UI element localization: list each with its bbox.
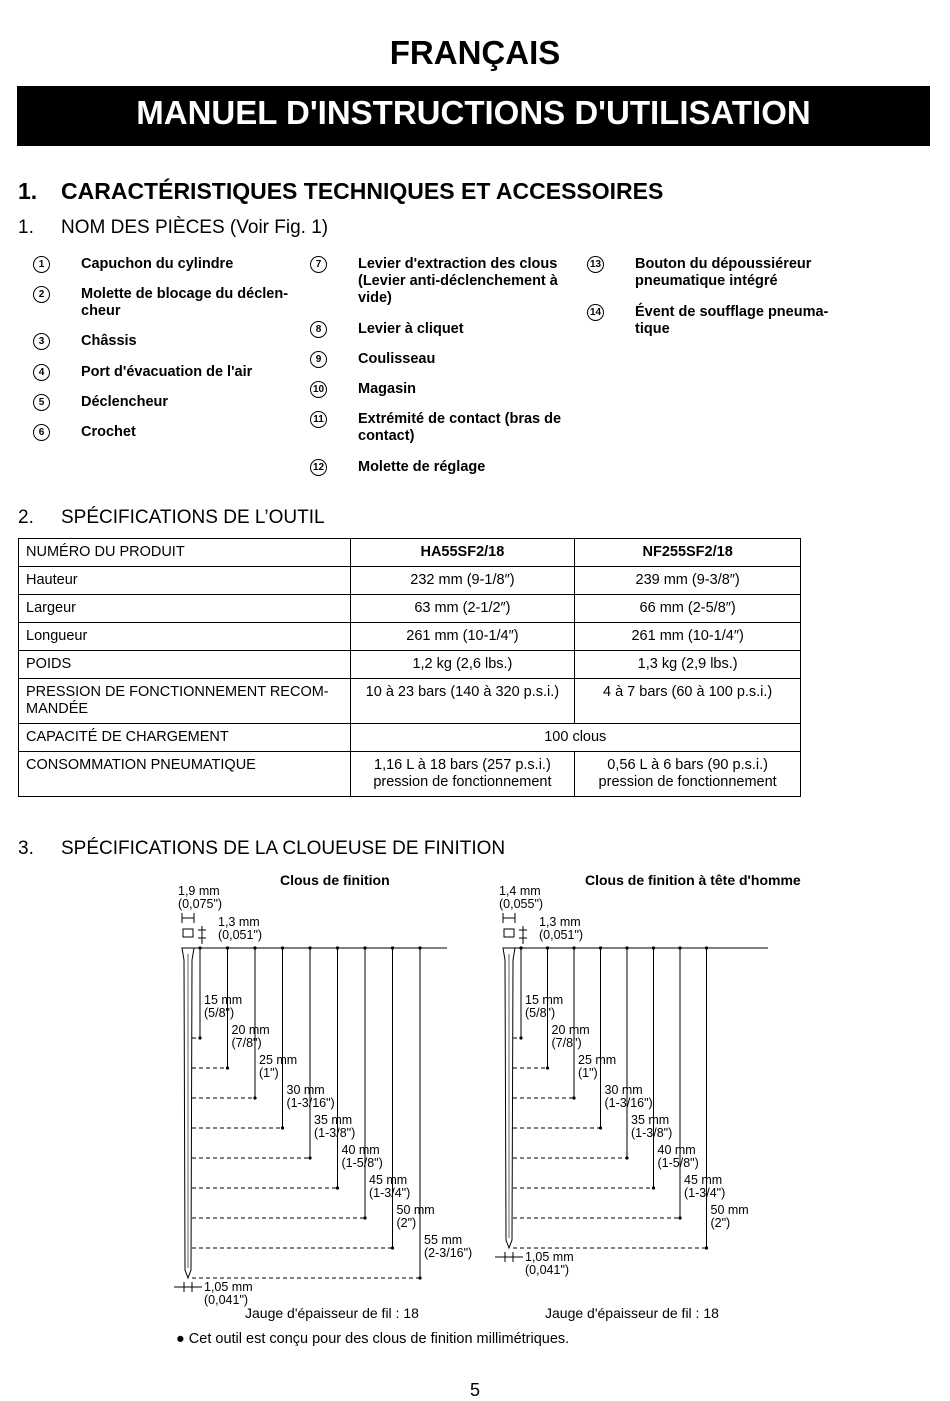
nail-length-label: (1-5/8") xyxy=(657,1156,699,1170)
nail-length-dot xyxy=(253,1096,256,1099)
part-label: Bouton du dépoussiéreur pneumatique intégré xyxy=(635,256,812,289)
part-number-badge: 10 xyxy=(310,381,327,398)
section-3-number: 3. xyxy=(18,838,34,859)
nail-length-label: 15 mm xyxy=(204,993,243,1007)
head-width-label: 1,4 mm xyxy=(499,884,541,898)
nail-length-label: (1-3/4") xyxy=(369,1186,411,1200)
part-label: Crochet xyxy=(81,424,136,440)
nail-type-title: Clous de finition à tête d'homme xyxy=(585,872,801,888)
nail-length-label: 20 mm xyxy=(551,1023,590,1037)
spec-value-cell: 4 à 7 bars (60 à 100 p.s.i.) xyxy=(575,679,801,724)
section-3-heading xyxy=(18,838,505,860)
page-number: 5 xyxy=(469,1380,480,1400)
spec-value-cell: 1,16 L à 18 bars (257 p.s.i.) pression de fonctionnement xyxy=(350,752,575,797)
part-label: Levier d'extraction des clous (Levier anti-déclenchement à vide) xyxy=(358,256,558,306)
shank-diameter-label: 1,05 mm xyxy=(525,1250,574,1264)
nail-length-dot xyxy=(391,1246,394,1249)
spec-row xyxy=(19,595,801,623)
nail-length-label: 40 mm xyxy=(657,1143,696,1157)
nail-length-dot xyxy=(418,946,421,949)
nail-length-dot xyxy=(546,1066,549,1069)
subsection-title: NOM DES PIÈCES (Voir Fig. 1) xyxy=(61,217,329,238)
part-label: Molette de blocage du déclen- cheur xyxy=(81,286,289,319)
part-label: Molette de réglage xyxy=(358,459,486,475)
head-thickness-label: 1,3 mm xyxy=(539,915,581,929)
wire-gauge-label: Jauge d'épaisseur de fil : 18 xyxy=(245,1305,419,1321)
nail-length-label: (2") xyxy=(396,1216,417,1230)
head-thickness-label: 1,3 mm xyxy=(218,915,260,929)
nail-length-dot xyxy=(308,946,311,949)
nail-length-dot xyxy=(705,946,708,949)
spec-row xyxy=(19,752,801,797)
nail-head-profile xyxy=(183,929,193,937)
nail-length-dot xyxy=(198,1036,201,1039)
nail-length-dot xyxy=(599,946,602,949)
spec-value-cell: 0,56 L à 6 bars (90 p.s.i.) pression de fonctionnement xyxy=(575,752,801,797)
spec-label-cell: Longueur xyxy=(19,623,351,651)
nail-length-label: (1") xyxy=(259,1066,279,1080)
part-number-badge: 8 xyxy=(310,321,327,338)
section-1-heading xyxy=(18,178,663,205)
nail-length-label: (1") xyxy=(578,1066,598,1080)
part-label: Capuchon du cylindre xyxy=(81,256,234,272)
spec-row xyxy=(19,623,801,651)
spec-label-cell: NUMÉRO DU PRODUIT xyxy=(19,539,351,567)
nail-length-dot xyxy=(281,946,284,949)
subsection-number: 1. xyxy=(18,217,34,238)
part-number-badge: 4 xyxy=(33,364,50,381)
metric-nails-note: ● Cet outil est conçu pour des clous de finition millimétriques. xyxy=(176,1331,570,1347)
nail-length-dot xyxy=(308,1156,311,1159)
head-thickness-label: (0,051") xyxy=(218,928,263,942)
manual-title-banner: MANUEL D'INSTRUCTIONS D'UTILISATION xyxy=(17,86,930,146)
nail-length-label: (2") xyxy=(710,1216,731,1230)
nail-type-title: Clous de finition xyxy=(280,872,390,888)
part-label: Coulisseau xyxy=(358,351,436,367)
nail-length-label: (1-5/8") xyxy=(341,1156,383,1170)
nail-length-label: (1-3/4") xyxy=(684,1186,726,1200)
spec-value-cell: NF255SF2/18 xyxy=(575,539,801,567)
part-number-badge: 1 xyxy=(33,256,50,273)
spec-value-cell: 63 mm (2-1/2″) xyxy=(350,595,575,623)
nail-length-label: 15 mm xyxy=(525,993,564,1007)
part-number-badge: 11 xyxy=(310,411,327,428)
spec-value-cell: 1,3 kg (2,9 lbs.) xyxy=(575,651,801,679)
language-heading: FRANÇAIS xyxy=(389,34,561,71)
spec-label-cell: CAPACITÉ DE CHARGEMENT xyxy=(19,724,351,752)
nail-length-label: (1-3/8") xyxy=(314,1126,356,1140)
nail-length-dot xyxy=(625,1156,628,1159)
nail-length-label: 50 mm xyxy=(396,1203,435,1217)
nail-length-label: 55 mm xyxy=(424,1233,463,1247)
nail-length-dot xyxy=(391,946,394,949)
spec-value-cell: 232 mm (9-1/8″) xyxy=(350,567,575,595)
spec-label-cell: PRESSION DE FONCTIONNEMENT RECOM- MANDÉE xyxy=(19,679,351,724)
spec-label-cell: CONSOMMATION PNEUMATIQUE xyxy=(19,752,351,797)
nail-length-label: (1-3/16") xyxy=(604,1096,653,1110)
spec-row xyxy=(19,651,801,679)
nail-length-label: (5/8") xyxy=(525,1006,556,1020)
part-label: Évent de soufflage pneuma- tique xyxy=(635,304,829,337)
nail-length-dot xyxy=(519,1036,522,1039)
spec-label-cell: Hauteur xyxy=(19,567,351,595)
head-thickness-label: (0,051") xyxy=(539,928,584,942)
part-label: Magasin xyxy=(358,381,417,397)
spec-value-cell: 10 à 23 bars (140 à 320 p.s.i.) xyxy=(350,679,575,724)
part-number-badge: 7 xyxy=(310,256,327,273)
head-width-label: (0,055") xyxy=(499,897,544,911)
nail-length-dot xyxy=(363,1216,366,1219)
part-number-badge: 9 xyxy=(310,351,327,368)
wire-gauge-label: Jauge d'épaisseur de fil : 18 xyxy=(545,1305,719,1321)
nail-length-dot xyxy=(281,1126,284,1129)
spec-table xyxy=(18,538,801,797)
nail-length-label: 45 mm xyxy=(684,1173,723,1187)
nail-length-dot xyxy=(519,946,522,949)
section-2-title: SPÉCIFICATIONS DE L’OUTIL xyxy=(61,507,325,528)
part-label: Extrémité de contact (bras de contact) xyxy=(358,411,562,444)
part-number-badge: 2 xyxy=(33,286,50,303)
nail-head-profile xyxy=(504,929,514,937)
nail-length-dot xyxy=(678,946,681,949)
nail-length-label: 35 mm xyxy=(631,1113,670,1127)
spec-value-cell: 100 clous xyxy=(350,724,800,752)
spec-row xyxy=(19,679,801,724)
shank-diameter-label: (0,041") xyxy=(204,1293,249,1307)
nail-length-label: 45 mm xyxy=(369,1173,408,1187)
nail-length-label: 20 mm xyxy=(231,1023,270,1037)
nail-length-dot xyxy=(572,946,575,949)
nail-length-label: (1-3/8") xyxy=(631,1126,673,1140)
head-width-label: 1,9 mm xyxy=(178,884,220,898)
nail-length-dot xyxy=(226,946,229,949)
spec-label-cell: Largeur xyxy=(19,595,351,623)
nail-length-dot xyxy=(678,1216,681,1219)
part-label: Port d'évacuation de l'air xyxy=(81,364,253,380)
spec-label-cell: POIDS xyxy=(19,651,351,679)
section-1-title: CARACTÉRISTIQUES TECHNIQUES ET ACCESSOIRES xyxy=(61,178,664,204)
nail-length-dot xyxy=(363,946,366,949)
nail-length-label: 35 mm xyxy=(314,1113,353,1127)
part-number-badge: 6 xyxy=(33,424,50,441)
shank-diameter-label: (0,041") xyxy=(525,1263,570,1277)
section-3-title: SPÉCIFICATIONS DE LA CLOUEUSE DE FINITION xyxy=(61,838,506,859)
nail-length-label: 30 mm xyxy=(286,1083,325,1097)
nail-length-label: 25 mm xyxy=(259,1053,298,1067)
section-2-number: 2. xyxy=(18,507,34,528)
nail-length-dot xyxy=(572,1096,575,1099)
nail-length-dot xyxy=(336,1186,339,1189)
head-width-label: (0,075") xyxy=(178,897,223,911)
part-number-badge: 13 xyxy=(587,256,604,273)
part-label: Déclencheur xyxy=(81,394,169,410)
nail-length-label: 25 mm xyxy=(578,1053,617,1067)
shank-diameter-label: 1,05 mm xyxy=(204,1280,253,1294)
part-label: Châssis xyxy=(81,333,137,349)
nail-length-dot xyxy=(253,946,256,949)
nail-length-label: (1-3/16") xyxy=(286,1096,335,1110)
nail-length-label: (2-3/16") xyxy=(424,1246,473,1260)
nail-length-dot xyxy=(418,1276,421,1279)
nail-length-dot xyxy=(198,946,201,949)
spec-value-cell: 239 mm (9-3/8″) xyxy=(575,567,801,595)
nail-length-label: 40 mm xyxy=(341,1143,380,1157)
nail-length-label: (7/8") xyxy=(551,1036,582,1050)
spec-value-cell: 66 mm (2-5/8″) xyxy=(575,595,801,623)
nail-length-dot xyxy=(625,946,628,949)
part-number-badge: 5 xyxy=(33,394,50,411)
nail-length-dot xyxy=(599,1126,602,1129)
nail-length-label: 30 mm xyxy=(604,1083,643,1097)
nail-length-dot xyxy=(652,946,655,949)
section-1-number: 1. xyxy=(18,178,38,204)
spec-value-cell: HA55SF2/18 xyxy=(350,539,575,567)
nail-length-label: (5/8") xyxy=(204,1006,235,1020)
nail-length-dot xyxy=(546,946,549,949)
spec-value-cell: 261 mm (10-1/4″) xyxy=(350,623,575,651)
part-label: Levier à cliquet xyxy=(358,321,464,337)
nail-length-dot xyxy=(336,946,339,949)
nail-length-label: (7/8") xyxy=(231,1036,262,1050)
nail-specifications-diagram xyxy=(0,860,950,1330)
spec-value-cell: 1,2 kg (2,6 lbs.) xyxy=(350,651,575,679)
nail-length-label: 50 mm xyxy=(710,1203,749,1217)
spec-row xyxy=(19,724,801,752)
section-2-heading xyxy=(18,507,325,529)
spec-value-cell: 261 mm (10-1/4″) xyxy=(575,623,801,651)
part-number-badge: 14 xyxy=(587,304,604,321)
nail-length-dot xyxy=(705,1246,708,1249)
nail-length-dot xyxy=(652,1186,655,1189)
nail-length-dot xyxy=(226,1066,229,1069)
spec-row xyxy=(19,539,801,567)
part-number-badge: 3 xyxy=(33,333,50,350)
parts-subheading xyxy=(18,217,328,239)
spec-row xyxy=(19,567,801,595)
part-number-badge: 12 xyxy=(310,459,327,476)
